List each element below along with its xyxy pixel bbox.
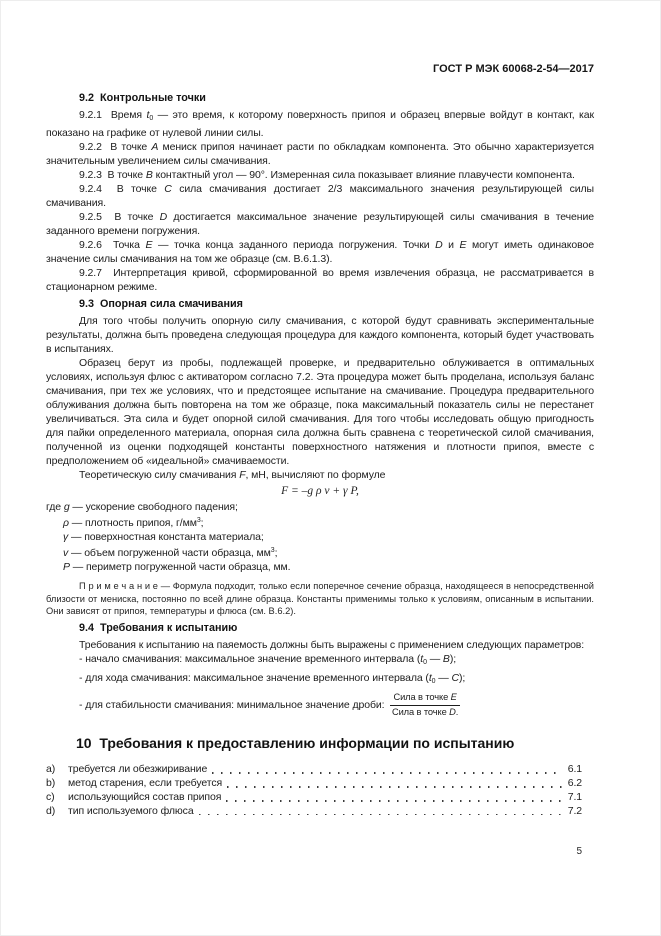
- document-header-number: ГОСТ Р МЭК 60068-2-54—2017: [433, 63, 594, 75]
- clause-text: , мН, вычисляют по формуле: [245, 469, 386, 481]
- where-text: — поверхностная константа материала;: [68, 531, 264, 543]
- variable-B: B: [442, 653, 450, 666]
- dot-leader: [227, 786, 563, 788]
- clause-text: — это время, к которому поверхность припоя и образец впервые войдут в контакт, как показано на графике от нулевой линии силы.: [46, 109, 594, 139]
- variable-E: E: [145, 239, 153, 251]
- bullet-text: - начало смачивания: максимальное значение временного интервала (: [79, 653, 421, 666]
- where-item-P: [46, 560, 594, 574]
- section-9-3-heading: 9.3 Опорная сила смачивания: [79, 298, 243, 310]
- note-text: — Формула подходит, только если поперечное сечение образца, находящееся в непосредственной близости от мениска, постоянно по всей длине образца. Константы применимы только к условиям, описанным в испытании. Они зависят от припоя, температуры и флюса (см. В.6.2).: [46, 581, 594, 617]
- item-label: тип используемого флюса: [68, 804, 194, 817]
- clause-text: — точка конца заданного периода погружения. Точки: [152, 239, 436, 251]
- section-9-2-heading: 9.2 Контрольные точки: [79, 92, 206, 104]
- force-ratio-fraction: [390, 692, 459, 718]
- item-marker: d): [46, 804, 56, 817]
- clause-text: Теоретическую силу смачивания: [79, 469, 240, 481]
- variable-C: C: [451, 671, 459, 684]
- section-9-4-heading: 9.4 Требования к испытанию: [79, 622, 238, 635]
- clause-9-2-5: [46, 210, 594, 238]
- subscript-0: 0: [149, 115, 154, 122]
- variable-v: v: [63, 547, 69, 559]
- where-text: ;: [274, 547, 278, 559]
- bullet-text: - для хода смачивания: максимальное значение временного интервала (: [79, 671, 429, 684]
- clause-text: контактный угол — 90°. Измеренная сила показывает влияние плавучести компонента.: [152, 169, 575, 181]
- variable-A: A: [151, 141, 159, 153]
- note-block: [46, 580, 594, 618]
- variable-rho: ρ: [63, 517, 69, 529]
- where-text: — ускорение свободного падения;: [69, 501, 238, 513]
- variable-P: P: [63, 561, 70, 573]
- item-marker: c): [46, 790, 55, 803]
- where-text: — плотность припоя, г/мм: [68, 517, 197, 529]
- clause-9-2-1: [46, 108, 594, 140]
- bullet-text: );: [449, 653, 457, 666]
- clause-text: 9.2.3 В точке: [79, 169, 146, 181]
- requirement-bullet-3: [46, 692, 594, 718]
- variable-B: B: [145, 169, 153, 181]
- variable-t: t: [420, 653, 424, 666]
- fraction-denominator: [390, 706, 459, 719]
- variable-D: D: [435, 239, 443, 251]
- where-item-g: [46, 500, 594, 514]
- clause-text: 9.2.2 В точке: [79, 141, 152, 153]
- item-clause-ref: 6.1: [567, 763, 582, 776]
- wetting-force-formula: F = –g ρ v + γ P,: [281, 485, 359, 497]
- clause-9-2-2: [46, 140, 594, 168]
- where-text: ;: [200, 517, 204, 529]
- variable-E: E: [450, 692, 457, 703]
- superscript-3: 3: [196, 517, 201, 524]
- clause-text: 9.2.5 В точке: [79, 211, 160, 223]
- variable-t: t: [428, 671, 432, 684]
- where-text: — периметр погруженной части образца, мм.: [69, 561, 291, 573]
- clause-9-2-3: [46, 168, 594, 182]
- variable-g: g: [63, 501, 70, 513]
- paragraph-9-4-1: Требования к испытанию на паяемость должны быть выражены с применением следующих параметров:: [79, 639, 585, 652]
- requirement-bullet-2: [46, 671, 594, 690]
- requirement-bullet-1: [46, 652, 594, 671]
- list-item: [46, 777, 582, 791]
- clause-text: 9.2.4 В точке: [79, 183, 165, 195]
- where-item-v: [46, 544, 594, 560]
- fraction-text: .: [455, 706, 459, 717]
- list-item: [46, 805, 582, 819]
- variable-E: E: [459, 239, 467, 251]
- paragraph-9-3-3: [46, 468, 594, 482]
- clause-text: 9.2.1 Время: [79, 109, 147, 121]
- variable-D: D: [159, 211, 168, 223]
- bullet-text: —: [426, 653, 443, 666]
- variable-F: F: [239, 469, 246, 481]
- clause-9-2-7: 9.2.7 Интерпретация кривой, сформированной во время извлечения образца, не рассматривается в стационарном режиме.: [46, 267, 594, 293]
- clause-text: мениск припоя начинает расти по обкладкам компонента. Это обычно характеризуется значительным увеличением силы смачивания.: [46, 141, 594, 167]
- item-clause-ref: 7.1: [567, 790, 582, 803]
- item-marker: a): [46, 763, 56, 776]
- paragraph-9-3-2: Образец берут из пробы, подлежащей проверке, и предварительно облуживается в оптимальных условиях, используя флюс с активатором согласно 7.2. Эта процедура может быть проделана, используя баланс смачивания, при тех же условиях, что и предстоящее испытание на смачивание. Процедура предварительного облуживания должна быть повторена на том же образце, пока максимальный показатель силы не перестанет увеличиваться. Эта сила и будет опорной силой смачивания. Для того чтобы исследовать общую пригодность для пайки определенного материала, опорная сила должна быть сравнена с теоретической силой смачивания, полученной из оценки подходящей константы поверхностного натяжения и плотности припоя, вместе с предположением об «идеальной» смачиваемости.: [46, 357, 594, 467]
- section-10-heading: 10 Требования к предоставлению информации по испытанию: [76, 735, 515, 752]
- item-label: использующийся состав припоя: [68, 790, 222, 803]
- page-number: 5: [576, 846, 582, 857]
- where-item-rho: [46, 514, 594, 530]
- item-clause-ref: 7.2: [567, 804, 582, 817]
- subscript-0: 0: [431, 677, 436, 685]
- variable-C: C: [164, 183, 172, 195]
- item-label: метод старения, если требуется: [68, 776, 223, 789]
- information-requirements-list: [46, 763, 594, 818]
- item-marker: b): [46, 776, 56, 789]
- where-item-gamma: [46, 530, 594, 544]
- formula-where-list: [46, 500, 594, 574]
- bullet-text: - для стабильности смачивания: минимальное значение дроби:: [79, 698, 385, 711]
- item-label: требуется ли обезжиривание: [68, 763, 208, 776]
- clause-9-2-4: [46, 182, 594, 210]
- where-prefix: где: [46, 501, 64, 513]
- list-item: [46, 791, 582, 805]
- clause-text: сила смачивания достигает 2/3 максимального значения результирующей силы смачивания.: [46, 183, 594, 209]
- clause-text: достигается максимальное значение результирующей силы смачивания в течение заданного времени погружения.: [46, 211, 594, 237]
- bullet-text: —: [435, 671, 452, 684]
- dot-leader: [199, 814, 563, 816]
- document-content: [46, 63, 594, 818]
- bullet-text: );: [458, 671, 466, 684]
- variable-gamma: γ: [63, 531, 69, 543]
- item-clause-ref: 6.2: [567, 776, 582, 789]
- note-label: П р и м е ч а н и е: [79, 581, 158, 591]
- dot-leader: [212, 772, 563, 774]
- list-item: [46, 763, 582, 777]
- clause-text: могут иметь одинаковое значение силы смачивания на том же образце (см. В.6.1.3).: [46, 239, 594, 265]
- fraction-text: Сила в точке: [393, 692, 451, 703]
- paragraph-9-3-1: Для того чтобы получить опорную силу смачивания, с которой будут сравнивать экспериментальные результаты, должна быть проведена следующая процедура для каждого компонента, который будет участвовать в испытаниях.: [46, 315, 594, 355]
- clause-text: и: [442, 239, 460, 251]
- where-text: — объем погруженной части образца, мм: [68, 547, 271, 559]
- clause-9-2-6: [46, 238, 594, 266]
- subscript-0: 0: [423, 659, 427, 667]
- clause-text: 9.2.6 Точка: [79, 239, 146, 251]
- superscript-3: 3: [270, 547, 275, 554]
- dot-leader: [226, 800, 562, 802]
- variable-t: t: [146, 109, 150, 121]
- fraction-text: Сила в точке: [391, 706, 450, 717]
- variable-D: D: [449, 706, 456, 717]
- fraction-numerator: [390, 692, 459, 706]
